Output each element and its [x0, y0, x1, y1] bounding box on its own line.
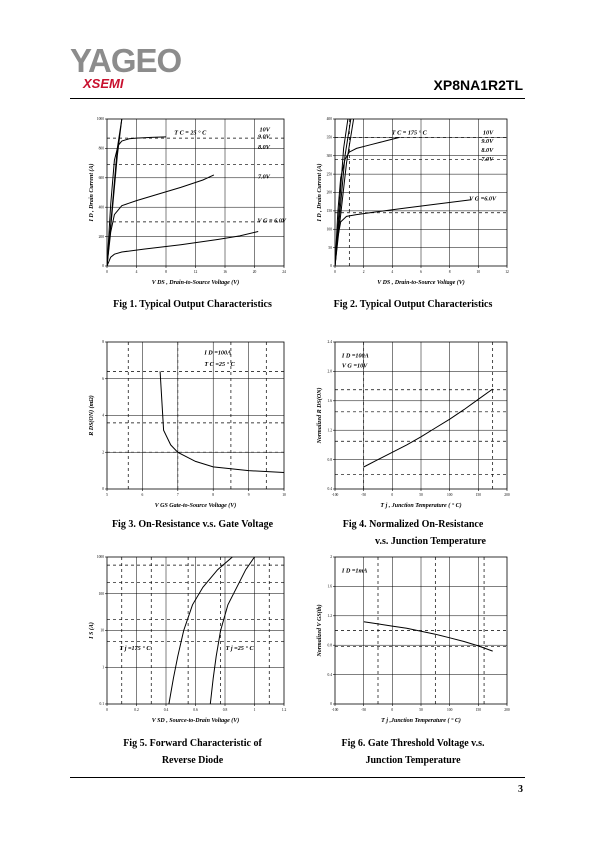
chart-svg: [313, 115, 513, 290]
x-tick-label: 0: [106, 708, 108, 712]
chart-annotation: 7.0V: [481, 155, 494, 163]
x-tick-label: 50: [419, 708, 423, 712]
x-tick-label: 0: [334, 270, 336, 274]
fig4-chart: [313, 338, 513, 513]
x-tick-label: 0.4: [163, 708, 169, 712]
y-tick-label: 0.8: [327, 643, 332, 648]
y-tick-label: 2.4: [327, 340, 332, 345]
x-tick-label: 6: [420, 270, 422, 274]
fig1-caption-line1: Fig 1. Typical Output Characteristics: [113, 299, 272, 310]
x-tick-label: -50: [361, 493, 367, 497]
x-axis-label: T j ,Junction Temperature ( ° C): [381, 718, 461, 724]
x-tick-label: 200: [504, 708, 510, 712]
y-tick-label: 1000: [96, 117, 104, 122]
chart-svg: [85, 338, 290, 513]
y-tick-label: 1: [102, 665, 104, 670]
y-tick-label: 6: [102, 376, 104, 381]
y-tick-label: 10: [100, 628, 104, 633]
x-tick-label: 150: [475, 493, 482, 497]
x-axis-label: V SD , Source-to-Drain Voltage (V): [151, 718, 240, 724]
chart-annotation: I D =1mA: [341, 567, 368, 575]
series-group: [160, 371, 284, 472]
y-tick-label: 0: [330, 264, 332, 269]
chart-svg: [85, 553, 290, 728]
y-tick-label: 100: [326, 227, 332, 232]
chart-annotation: 9.0V: [481, 138, 494, 146]
y-tick-label: 0.4: [327, 672, 332, 677]
fig2-chart: [313, 115, 513, 290]
fig6-caption: [313, 735, 513, 769]
fig5-caption: [85, 735, 300, 769]
x-tick-label: 5: [106, 493, 108, 497]
y-tick-label: 1.2: [327, 428, 332, 433]
fig4-caption: [313, 516, 513, 550]
x-tick-label: 20: [252, 270, 257, 274]
x-axis-label: T j , Junction Temperature ( ° C): [380, 503, 462, 509]
y-tick-label: 2.0: [327, 369, 332, 374]
x-tick-label: 0.6: [193, 708, 198, 712]
y-tick-label: 250: [326, 172, 332, 177]
y-tick-label: 400: [98, 205, 104, 210]
x-tick-label: 10: [476, 270, 481, 274]
chart-annotation: V G =6.0V: [469, 195, 497, 203]
y-tick-label: 0: [102, 487, 104, 492]
y-axis-label: I D , Drain Current (A): [317, 163, 323, 222]
y-tick-label: 4: [102, 413, 104, 418]
x-tick-label: -50: [361, 708, 367, 712]
series-group: [107, 119, 258, 266]
series-line-5: [335, 200, 471, 266]
y-tick-label: 150: [326, 209, 332, 214]
series-line-1: [160, 371, 284, 472]
fig4-caption-line2: v.s. Junction Temperature: [375, 536, 486, 547]
x-tick-label: 12: [505, 270, 509, 274]
chart-annotation: 10V: [259, 126, 270, 134]
y-axis-label: I D , Drain Current (A): [89, 163, 95, 222]
fig5-caption-line2: Reverse Diode: [161, 755, 224, 766]
fig4-caption-line1: Fig 4. Normalized On-Resistance: [342, 519, 484, 530]
y-tick-label: 1.6: [327, 399, 332, 403]
header-rule: [70, 98, 525, 99]
x-tick-label: 0: [106, 270, 108, 274]
x-tick-label: 1.2: [281, 708, 287, 712]
fig1-caption: [85, 296, 300, 313]
y-tick-label: 1000: [96, 555, 104, 560]
x-tick-label: -100: [331, 493, 339, 497]
y-axis-label: Normalized R DS(ON): [317, 387, 323, 444]
x-tick-label: 6: [141, 493, 144, 497]
fig6-caption-line2: Junction Temperature: [365, 755, 461, 766]
part-number: XP8NA1R2TL: [433, 77, 523, 93]
x-tick-label: 8: [212, 493, 215, 497]
x-tick-label: 150: [475, 708, 482, 712]
fig3-chart: [85, 338, 290, 513]
chart-annotation: T C =25 ° C: [204, 361, 235, 369]
x-tick-label: 16: [223, 270, 227, 274]
y-tick-label: 0: [102, 264, 104, 269]
fig3-caption: [85, 516, 300, 533]
x-tick-label: 0: [391, 708, 394, 712]
fig5-caption-line1: Fig 5. Forward Characteristic of: [123, 738, 262, 749]
y-axis-label: R DS(ON) (mΩ): [89, 395, 95, 436]
y-tick-label: 400: [326, 117, 332, 122]
chart-annotation: T j =175 ° C: [119, 645, 151, 653]
x-tick-label: 7: [176, 493, 179, 497]
x-tick-label: 1: [253, 708, 256, 712]
x-tick-label: 50: [419, 493, 423, 497]
chart-annotation: 10V: [482, 129, 494, 137]
fig5-chart: [85, 553, 290, 728]
x-tick-label: 100: [446, 708, 453, 712]
x-tick-label: 9: [247, 493, 250, 497]
x-tick-label: 2: [362, 270, 365, 274]
chart-annotation: 7.0V: [257, 173, 270, 181]
chart-svg: [85, 115, 290, 290]
y-tick-label: 0: [330, 702, 332, 707]
chart-annotation: 8.0V: [481, 146, 494, 154]
y-tick-label: 8: [102, 340, 104, 345]
chart-annotation: 8.0V: [257, 143, 270, 151]
y-tick-label: 100: [98, 591, 104, 596]
fig6-chart: [313, 553, 513, 728]
x-axis-label: V GS Gate-to-Source Voltage (V): [154, 503, 237, 509]
x-tick-label: 0.8: [222, 708, 228, 712]
x-tick-label: 8: [165, 270, 167, 274]
x-axis-label: V DS , Drain-to-Source Voltage (V): [151, 280, 240, 286]
x-tick-label: 100: [446, 493, 453, 497]
y-axis-label: Normalized V GS(th): [317, 604, 323, 657]
x-tick-label: 0.2: [134, 708, 139, 712]
chart-svg: [313, 553, 513, 728]
x-tick-label: 200: [504, 493, 510, 497]
x-tick-label: 0: [391, 493, 394, 497]
fig2-caption-line1: Fig 2. Typical Output Characteristics: [333, 299, 493, 310]
chart-annotation: I D =100A: [341, 352, 369, 360]
x-tick-label: 4: [391, 270, 394, 274]
y-tick-label: 0.1: [99, 702, 104, 707]
x-tick-label: 8: [448, 270, 451, 274]
chart-annotation: V G =10V: [341, 362, 368, 370]
page-number: 3: [518, 784, 523, 795]
chart-annotation: T C = 175 ° C: [391, 129, 427, 137]
y-tick-label: 2: [330, 555, 332, 560]
y-tick-label: 200: [98, 234, 104, 239]
fig1-chart: [85, 115, 290, 290]
fig6-caption-line1: Fig 6. Gate Threshold Voltage v.s.: [341, 738, 485, 749]
y-tick-label: 300: [326, 153, 332, 158]
yageo-logo: YAGEO: [70, 42, 182, 79]
chart-annotation: I D =100A: [204, 349, 232, 357]
chart-annotation: T j =25 ° C: [225, 645, 254, 653]
fig3-caption-line1: Fig 3. On-Resistance v.s. Gate Voltage: [111, 519, 274, 530]
y-tick-label: 2: [102, 450, 104, 455]
y-tick-label: 0.4: [327, 487, 332, 492]
y-tick-label: 1.2: [327, 614, 332, 618]
y-tick-label: 350: [326, 135, 332, 140]
chart-annotation: 9.0V: [257, 133, 270, 141]
x-axis-label: V DS , Drain-to-Source Voltage (V): [377, 280, 465, 286]
fig2-caption: [313, 296, 513, 313]
y-tick-label: 50: [328, 245, 332, 250]
y-tick-label: 0.8: [327, 457, 332, 462]
footer-rule: [70, 777, 525, 778]
xsemi-logo: XSEMI: [83, 76, 124, 91]
x-tick-label: 10: [282, 493, 286, 497]
x-tick-label: 12: [193, 270, 198, 274]
y-tick-label: 200: [326, 190, 332, 195]
x-tick-label: -100: [331, 708, 339, 712]
x-tick-label: 24: [282, 270, 286, 274]
chart-svg: [313, 338, 513, 513]
y-axis-label: I S (A): [89, 622, 95, 639]
chart-annotation: V G = 6.0V: [257, 217, 286, 225]
chart-annotation: T C = 25 ° C: [174, 129, 207, 137]
y-tick-label: 800: [98, 146, 104, 151]
y-tick-label: 600: [98, 176, 104, 180]
x-tick-label: 4: [135, 270, 138, 274]
y-tick-label: 1.6: [327, 584, 332, 589]
